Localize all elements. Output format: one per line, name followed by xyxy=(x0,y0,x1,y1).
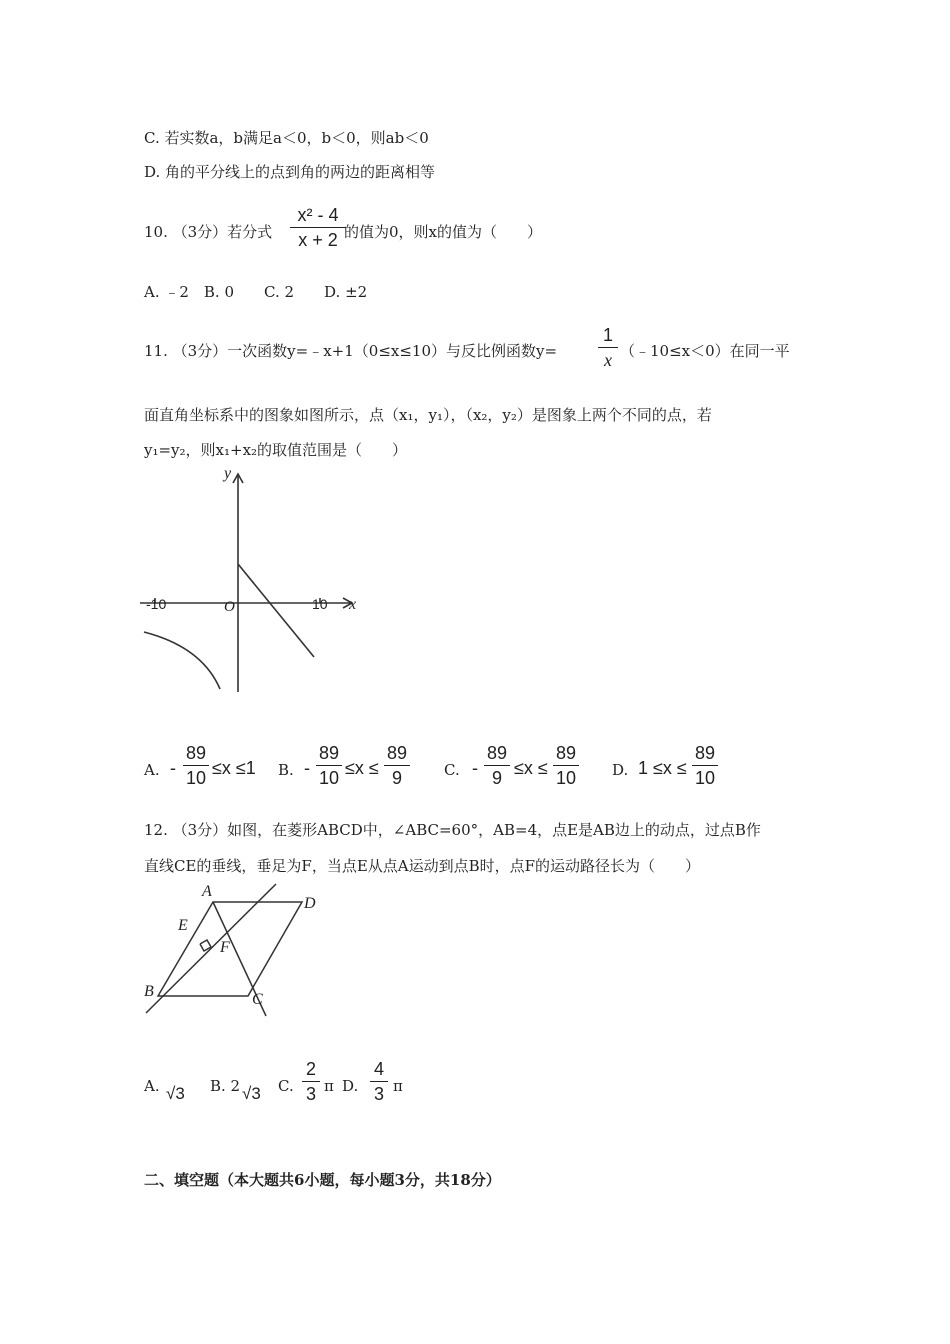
q11-text-prefix: 11. （3分）一次函数y=﹣x+1（0≤x≤10）与反比例函数y= xyxy=(144,342,558,360)
q11-option-d-fraction xyxy=(692,742,718,789)
q10-options: A. ﹣2 B. 0 C. 2 D. ±2 xyxy=(144,283,368,301)
section-2-heading: 二、填空题（本大题共6小题，每小题3分，共18分） xyxy=(144,1171,501,1189)
q12-option-b-value: √3 xyxy=(242,1084,261,1103)
q11-text-suffix: （﹣10≤x＜0）在同一平 xyxy=(620,342,790,360)
q11-option-c-num2: 89 xyxy=(555,743,577,763)
q11-option-c-minus: - xyxy=(472,758,478,778)
q10-text-prefix: 10. （3分）若分式 xyxy=(144,223,273,241)
q12-option-d-label: D. xyxy=(342,1077,359,1095)
q12-option-c-label: C. xyxy=(278,1077,294,1095)
linear-function-line xyxy=(238,564,314,657)
q11-option-c-den2: 10 xyxy=(555,768,577,788)
q10-text-suffix: 的值为0，则x的值为（ ） xyxy=(344,223,543,241)
q11-option-c-den1: 9 xyxy=(491,768,502,788)
q11-option-b-fraction-2 xyxy=(384,742,410,789)
q11-option-d-num: 89 xyxy=(694,743,716,763)
q12-option-c-den: 3 xyxy=(305,1084,316,1104)
q12-option-d-num: 4 xyxy=(373,1059,384,1079)
q12-option-d-pi: π xyxy=(393,1077,403,1095)
q11-option-b-den2: 9 xyxy=(391,768,402,788)
origin-label: O xyxy=(224,599,235,615)
point-a-label: A xyxy=(202,883,212,900)
point-f-label: F xyxy=(220,939,230,956)
q11-option-a-range: ≤x ≤1 xyxy=(212,758,256,778)
point-d-label: D xyxy=(304,895,316,912)
q11-option-a-fraction xyxy=(183,742,209,789)
option-c-q9: C. 若实数a，b满足a＜0，b＜0，则ab＜0 xyxy=(144,129,429,147)
q10-denominator: x + 2 xyxy=(298,230,338,250)
q11-option-c-label: C. xyxy=(444,761,460,779)
y-axis-label: y xyxy=(224,465,232,482)
q12-option-a-value: √3 xyxy=(166,1084,185,1103)
q11-fraction xyxy=(598,324,618,371)
q11-option-c-fraction-2 xyxy=(553,742,579,789)
q12-text-line1: 12. （3分）如图，在菱形ABCD中，∠ABC=60°，AB=4，点E是AB边上的动点，过点B作 xyxy=(144,821,761,839)
q11-option-b-den1: 10 xyxy=(318,768,340,788)
q12-option-d-den: 3 xyxy=(373,1084,384,1104)
q11-option-a-label: A. xyxy=(144,761,160,779)
q12-text-line2: 直线CE的垂线，垂足为F，当点E从点A运动到点B时，点F的运动路径长为（ ） xyxy=(144,857,701,875)
right-tick-label: 10 xyxy=(312,596,328,612)
q11-option-a-minus: - xyxy=(170,758,176,778)
q12-option-d-fraction xyxy=(370,1058,388,1105)
q11-option-c-mid: ≤x ≤ xyxy=(514,758,548,778)
q11-option-b-minus: - xyxy=(304,758,310,778)
point-c-label: C xyxy=(252,991,263,1008)
q12-option-a-label: A. xyxy=(144,1077,160,1095)
q11-option-c-fraction-1 xyxy=(484,742,510,789)
q11-text-line3: y₁=y₂，则x₁+x₂的取值范围是（ ） xyxy=(144,441,408,459)
q10-numerator: x² - 4 xyxy=(297,205,339,225)
q11-option-d-den: 10 xyxy=(694,768,716,788)
q11-numerator: 1 xyxy=(602,325,613,345)
point-e-label: E xyxy=(178,917,188,934)
q11-option-a-num: 89 xyxy=(185,743,207,763)
option-d-q9: D. 角的平分线上的点到角的两边的距离相等 xyxy=(144,163,436,181)
q12-option-c-pi: π xyxy=(324,1077,334,1095)
q11-option-d-label: D. xyxy=(612,761,629,779)
inverse-function-curve xyxy=(144,632,220,689)
q12-option-b-label: B. 2 xyxy=(210,1077,241,1095)
rhombus-diagram xyxy=(140,880,330,1020)
q11-option-b-num1: 89 xyxy=(318,743,340,763)
q11-denominator: x xyxy=(604,350,612,370)
function-graph xyxy=(140,462,380,702)
q11-option-b-label: B. xyxy=(278,761,294,779)
q11-option-d-range: 1 ≤x ≤ xyxy=(638,758,687,778)
left-tick-label: -10 xyxy=(146,596,167,612)
x-axis-label: x xyxy=(349,596,357,613)
q11-option-b-num2: 89 xyxy=(386,743,408,763)
q11-text-line2: 面直角坐标系中的图象如图所示，点（x₁，y₁），（x₂，y₂）是图象上两个不同的点，若 xyxy=(144,406,712,424)
q11-option-c-num1: 89 xyxy=(486,743,508,763)
q10-fraction xyxy=(290,204,346,251)
q11-option-a-den: 10 xyxy=(185,768,207,788)
q11-option-b-mid: ≤x ≤ xyxy=(345,758,379,778)
point-b-label: B xyxy=(144,983,154,1000)
q12-option-c-num: 2 xyxy=(305,1059,316,1079)
q11-option-b-fraction-1 xyxy=(316,742,342,789)
q12-option-c-fraction xyxy=(302,1058,320,1105)
